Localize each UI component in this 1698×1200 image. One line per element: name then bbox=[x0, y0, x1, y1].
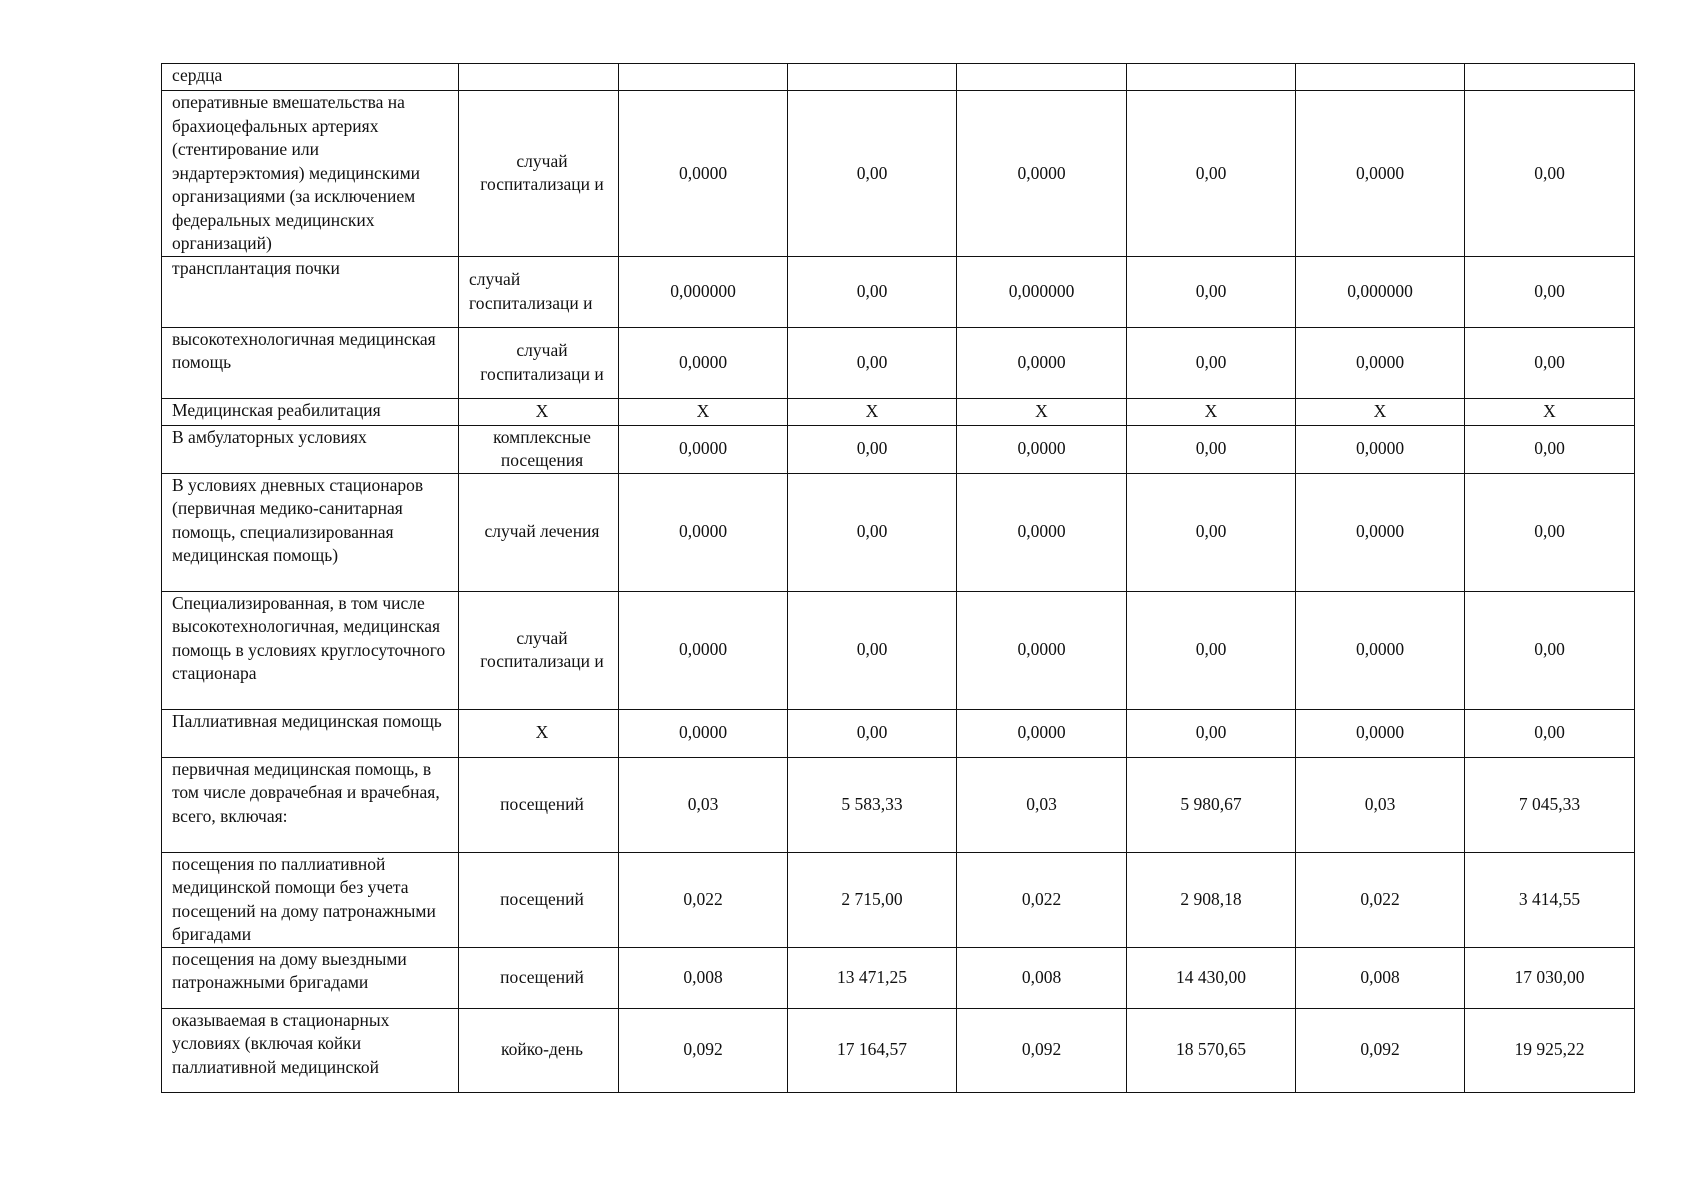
value-cell: 0,0000 bbox=[1296, 591, 1465, 709]
value-cell: 0,00 bbox=[1465, 473, 1635, 591]
value-cell: 19 925,22 bbox=[1465, 1008, 1635, 1092]
row-name-cell: Паллиативная медицинская помощь bbox=[162, 709, 459, 757]
value-cell: 7 045,33 bbox=[1465, 757, 1635, 852]
table-row bbox=[162, 64, 1635, 91]
table-row bbox=[162, 709, 1635, 757]
unit-cell: посещений bbox=[459, 852, 619, 947]
value-cell: 5 583,33 bbox=[788, 757, 957, 852]
value-cell bbox=[957, 64, 1127, 91]
value-cell: 0,008 bbox=[619, 947, 788, 1008]
row-name-cell: первичная медицинская помощь, в том числе доврачебная и врачебная, всего, включая: bbox=[162, 757, 459, 852]
value-cell: 0,00 bbox=[1465, 591, 1635, 709]
unit-cell: комплексные посещения bbox=[459, 425, 619, 473]
value-cell: 0,000000 bbox=[619, 256, 788, 327]
value-cell bbox=[1127, 64, 1296, 91]
document-table bbox=[161, 63, 1635, 1093]
unit-cell: койко-день bbox=[459, 1008, 619, 1092]
unit-cell: случай лечения bbox=[459, 473, 619, 591]
value-cell: 0,000000 bbox=[1296, 256, 1465, 327]
value-cell: 0,000000 bbox=[957, 256, 1127, 327]
value-cell: 0,00 bbox=[1465, 256, 1635, 327]
value-cell: 0,0000 bbox=[1296, 91, 1465, 257]
value-cell: 0,00 bbox=[1127, 91, 1296, 257]
row-name-cell: посещения на дому выездными патронажными бригадами bbox=[162, 947, 459, 1008]
row-name-cell: трансплантация почки bbox=[162, 256, 459, 327]
value-cell: 0,0000 bbox=[619, 591, 788, 709]
value-cell: 0,022 bbox=[619, 852, 788, 947]
value-cell: 13 471,25 bbox=[788, 947, 957, 1008]
value-cell: Х bbox=[957, 398, 1127, 425]
row-name-cell: сердца bbox=[162, 64, 459, 91]
unit-cell: случай госпитализаци и bbox=[459, 591, 619, 709]
value-cell: 14 430,00 bbox=[1127, 947, 1296, 1008]
unit-cell: случай госпитализаци и bbox=[459, 256, 619, 327]
value-cell: 0,0000 bbox=[619, 425, 788, 473]
value-cell: 0,092 bbox=[1296, 1008, 1465, 1092]
value-cell: 0,00 bbox=[1465, 709, 1635, 757]
value-cell: 0,008 bbox=[957, 947, 1127, 1008]
row-name-cell: оперативные вмешательства на брахиоцефальных артериях (стентирование или эндартерэктомия) медицинскими организациями (за исключением федеральных медицинских организаций) bbox=[162, 91, 459, 257]
row-name-cell: В условиях дневных стационаров (первичная медико-санитарная помощь, специализированная медицинская помощь) bbox=[162, 473, 459, 591]
unit-cell: посещений bbox=[459, 947, 619, 1008]
value-cell: 0,0000 bbox=[957, 709, 1127, 757]
row-name-cell: В амбулаторных условиях bbox=[162, 425, 459, 473]
value-cell: 17 030,00 bbox=[1465, 947, 1635, 1008]
table-row bbox=[162, 256, 1635, 327]
value-cell: 0,092 bbox=[957, 1008, 1127, 1092]
value-cell: 0,00 bbox=[1127, 425, 1296, 473]
value-cell: 18 570,65 bbox=[1127, 1008, 1296, 1092]
unit-cell: случай госпитализаци и bbox=[459, 327, 619, 398]
table-row bbox=[162, 947, 1635, 1008]
value-cell: Х bbox=[1465, 398, 1635, 425]
value-cell: 0,00 bbox=[788, 591, 957, 709]
value-cell: 0,00 bbox=[1127, 256, 1296, 327]
value-cell: 0,0000 bbox=[1296, 425, 1465, 473]
unit-cell: Х bbox=[459, 398, 619, 425]
value-cell: 0,00 bbox=[1127, 327, 1296, 398]
value-cell: 0,00 bbox=[1465, 425, 1635, 473]
value-cell: 2 715,00 bbox=[788, 852, 957, 947]
value-cell: 0,00 bbox=[1465, 91, 1635, 257]
table-row bbox=[162, 473, 1635, 591]
value-cell: Х bbox=[1296, 398, 1465, 425]
value-cell: 0,00 bbox=[1127, 591, 1296, 709]
unit-cell: Х bbox=[459, 709, 619, 757]
value-cell: 0,0000 bbox=[1296, 473, 1465, 591]
value-cell: 0,03 bbox=[1296, 757, 1465, 852]
value-cell bbox=[619, 64, 788, 91]
value-cell bbox=[788, 64, 957, 91]
value-cell: 0,0000 bbox=[957, 91, 1127, 257]
value-cell: 0,092 bbox=[619, 1008, 788, 1092]
value-cell: 0,022 bbox=[957, 852, 1127, 947]
table-row bbox=[162, 757, 1635, 852]
value-cell: 0,0000 bbox=[957, 591, 1127, 709]
value-cell: 0,00 bbox=[788, 473, 957, 591]
value-cell: 0,0000 bbox=[619, 709, 788, 757]
value-cell: 5 980,67 bbox=[1127, 757, 1296, 852]
table-row bbox=[162, 852, 1635, 947]
value-cell: 3 414,55 bbox=[1465, 852, 1635, 947]
value-cell: 0,00 bbox=[788, 91, 957, 257]
table-row bbox=[162, 591, 1635, 709]
table-row bbox=[162, 327, 1635, 398]
row-name-cell: Специализированная, в том числе высокотехнологичная, медицинская помощь в условиях круглосуточного стационара bbox=[162, 591, 459, 709]
value-cell: 0,00 bbox=[1127, 473, 1296, 591]
table-row bbox=[162, 1008, 1635, 1092]
value-cell: 0,00 bbox=[1465, 327, 1635, 398]
value-cell: Х bbox=[1127, 398, 1296, 425]
unit-cell: посещений bbox=[459, 757, 619, 852]
value-cell: Х bbox=[788, 398, 957, 425]
value-cell: 0,0000 bbox=[1296, 709, 1465, 757]
table-row bbox=[162, 91, 1635, 257]
value-cell bbox=[1296, 64, 1465, 91]
row-name-cell: высокотехнологичная медицинская помощь bbox=[162, 327, 459, 398]
value-cell: 0,0000 bbox=[619, 91, 788, 257]
value-cell: 0,00 bbox=[788, 327, 957, 398]
value-cell: 0,03 bbox=[957, 757, 1127, 852]
table-row bbox=[162, 425, 1635, 473]
value-cell: 17 164,57 bbox=[788, 1008, 957, 1092]
value-cell: 0,00 bbox=[1127, 709, 1296, 757]
value-cell: Х bbox=[619, 398, 788, 425]
value-cell: 2 908,18 bbox=[1127, 852, 1296, 947]
table-body bbox=[162, 64, 1635, 1093]
value-cell: 0,03 bbox=[619, 757, 788, 852]
row-name-cell: посещения по паллиативной медицинской помощи без учета посещений на дому патронажными бригадами bbox=[162, 852, 459, 947]
row-name-cell: оказываемая в стационарных условиях (включая койки паллиативной медицинской bbox=[162, 1008, 459, 1092]
value-cell: 0,0000 bbox=[957, 425, 1127, 473]
value-cell: 0,0000 bbox=[1296, 327, 1465, 398]
value-cell: 0,0000 bbox=[957, 473, 1127, 591]
value-cell: 0,022 bbox=[1296, 852, 1465, 947]
value-cell: 0,00 bbox=[788, 425, 957, 473]
unit-cell: случай госпитализаци и bbox=[459, 91, 619, 257]
value-cell: 0,008 bbox=[1296, 947, 1465, 1008]
value-cell: 0,0000 bbox=[619, 327, 788, 398]
value-cell: 0,00 bbox=[788, 709, 957, 757]
row-name-cell: Медицинская реабилитация bbox=[162, 398, 459, 425]
table-row bbox=[162, 398, 1635, 425]
unit-cell bbox=[459, 64, 619, 91]
value-cell bbox=[1465, 64, 1635, 91]
value-cell: 0,00 bbox=[788, 256, 957, 327]
value-cell: 0,0000 bbox=[619, 473, 788, 591]
value-cell: 0,0000 bbox=[957, 327, 1127, 398]
